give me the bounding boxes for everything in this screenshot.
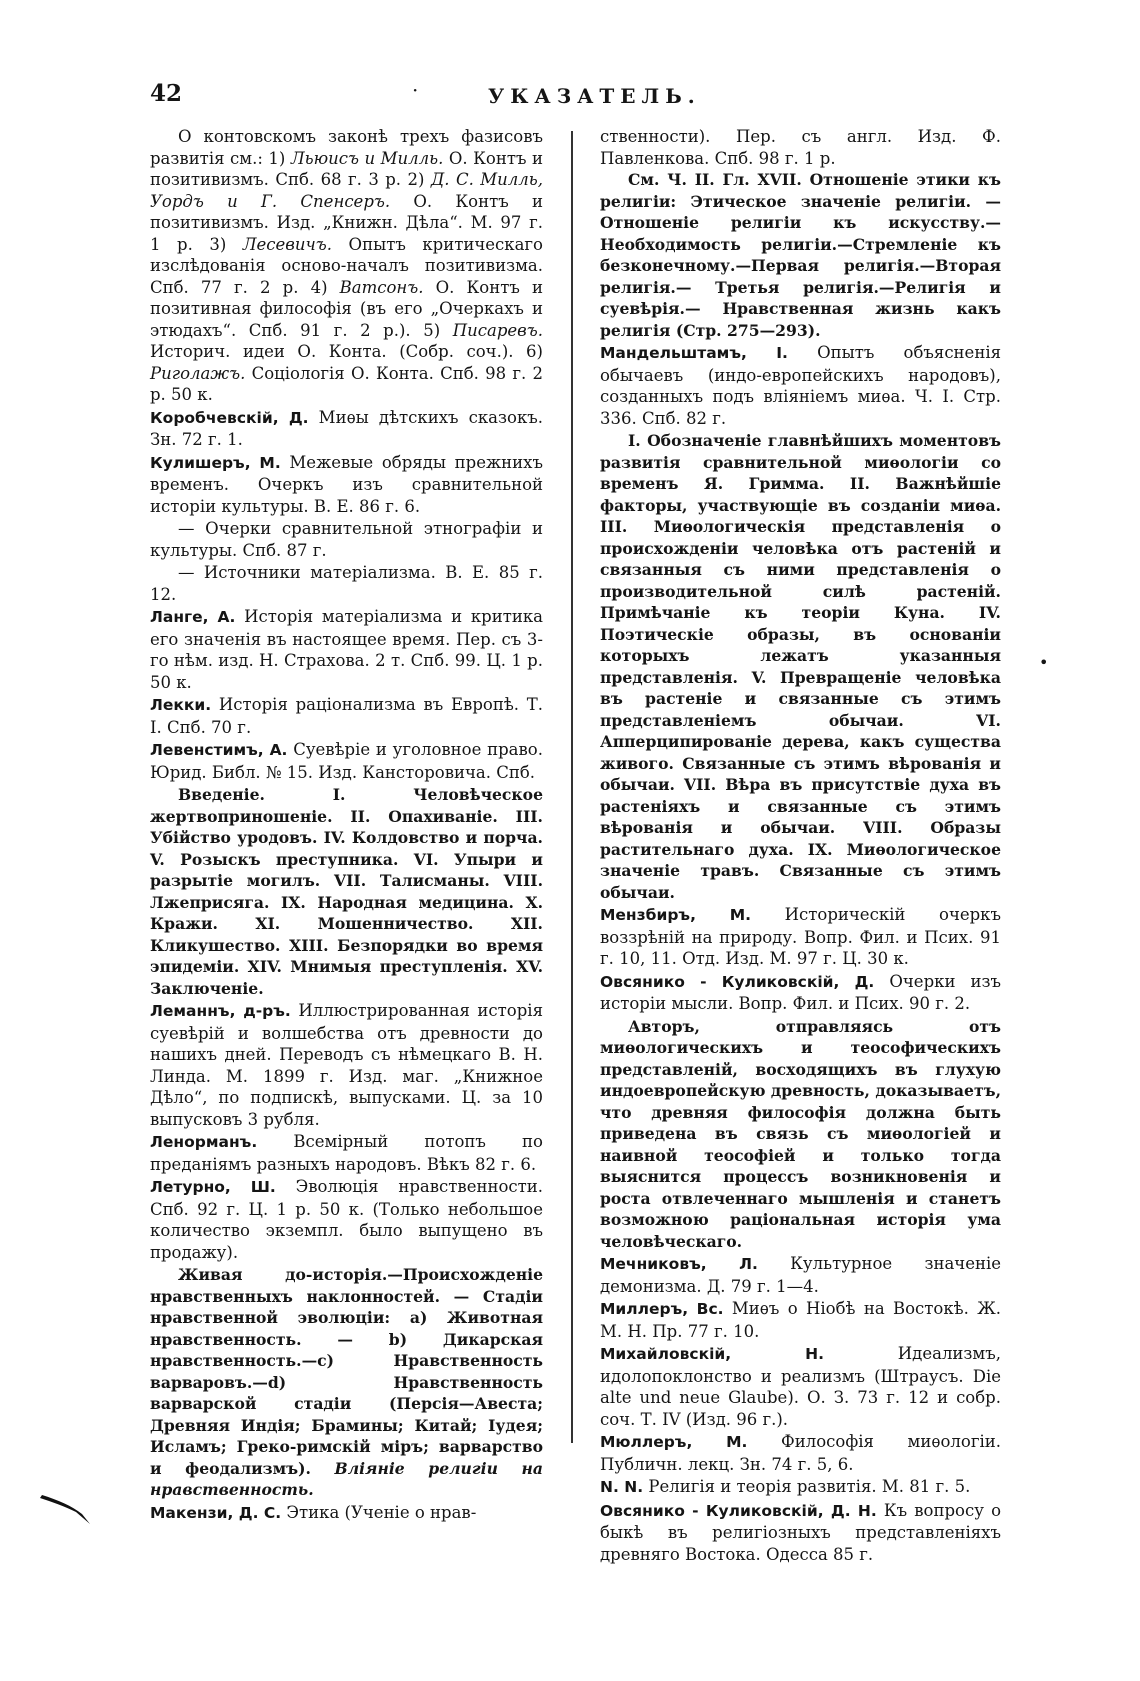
entry-mackenzie-continued: ственности). Пер. съ англ. Изд. Ф. Павленкова. Спб. 98 г. 1 р.: [600, 127, 1001, 168]
author-name: Мечниковъ, Л.: [600, 1255, 758, 1273]
author-name: Мензбиръ, М.: [600, 906, 752, 924]
right-column: [600, 126, 1001, 1566]
entry-mikhailovsky: Михайловскій, Н. Идеализмъ, идолопоклонство и реализмъ (Штраусъ. Die alte und neue Glaube). О. З. 73 г. 12 и собр. соч. Т. IV (Изд. 96 г.).: [600, 1344, 1001, 1429]
author-name: Лекки.: [150, 696, 212, 714]
entry-lenormand: Ленорманъ. Всемірный потопъ по преданіямъ разныхъ народовъ. Вѣкъ 82 г. 6.: [150, 1132, 543, 1174]
author-name: Леманнъ, д-ръ.: [150, 1002, 291, 1020]
entry-menzbir: Мензбиръ, М. Историческій очеркъ воззрѣній на природу. Вопр. Фил. и Псих. 91 г. 10, 11. Отд. Изд. М. 97 г. Ц. 30 к.: [600, 905, 1001, 968]
entry-nn: N. N. Религія и теорія развитія. М. 81 г. 5.: [600, 1477, 971, 1496]
entry-levenstim: Левенстимъ, А. Суевѣріе и уголовное право. Юрид. Библ. № 15. Изд. Кансторовича. Спб.: [150, 740, 543, 782]
running-head: УКАЗАТЕЛЬ.: [488, 84, 701, 108]
author-name: Ленорманъ.: [150, 1133, 258, 1151]
entry-comte-law: О контовскомъ законѣ трехъ фазисовъ развитія см.: 1) Льюисъ и Милль. О. Контъ и позитивизмъ. Спб. 68 г. 3 р. 2) Д. С. Милль, Уордъ и Г. Спенсеръ. О. Контъ и позитивизмъ. Изд. „Книжн. Дѣла“. М. 97 г. 1 р. 3) Лесевичъ. Опытъ критическаго изслѣдованія осново-началъ позитивизма. Спб. 77 г. 2 р. 4) Ватсонъ. О. Контъ и позитивная философія (въ его „Очеркахъ и этюдахъ“. Спб. 91 г. 2 р.). 5) Писаревъ. Историч. идеи О. Конта. (Собр. соч.). 6) Риголажъ. Соціологія О. Конта. Спб. 98 г. 2 р. 50 к.: [150, 127, 544, 404]
entry-levenstim-contents: Введеніе. I. Человѣческое жертвоприношеніе. II. Опахиваніе. III. Убійство уродовъ. IV. Колдовство и порча. V. Розыскъ преступника. VI. Упыри и разрытіе могилъ. VII. Талисманы. VIII. Лжеприсяга. IX. Народная медицина. X. Кражи. XI. Мошенничество. XII. Кликушество. XIII. Безпорядки во время эпидеміи. XIV. Мнимыя преступленія. XV. Заключеніе.: [150, 785, 543, 998]
entry-mandelshtam-contents: I. Обозначеніе главнѣйшихъ моментовъ развитія сравнительной миѳологіи со временъ Я. Гримма. II. Важнѣйшіе факторы, участвующіе въ созданіи миѳа. III. Миѳологическія представленія о происхожденіи человѣка отъ растеній и связанныя съ ними представленія о производительной силѣ растеній. Примѣчаніе къ теоріи Куна. IV. Поэтическіе образы, въ основаніи которыхъ лежатъ указанныя представленія. V. Превращеніе человѣка въ растеніе и связанные съ этимъ представленіемъ обычаи. VI. Апперципированіе дерева, какъ существа живого. Связанные съ этимъ вѣрованія и обычаи. VII. Вѣра въ присутствіе духа въ растеніяхъ и связанные съ этимъ вѣрованія и обычаи. VIII. Образы растительнаго духа. IX. Миѳологическое значеніе травъ. Связанные съ этимъ обычаи.: [600, 431, 1001, 902]
entry-kulisher-sub-1: — Очерки сравнительной этнографіи и культуры. Спб. 87 г.: [150, 519, 543, 560]
author-name: Левенстимъ, А.: [150, 741, 288, 759]
author-name: Макензи, Д. С.: [150, 1503, 282, 1522]
entry-ovsyaniko-2: Овсянико - Куликовскій, Д. Н. Къ вопросу о быкѣ въ религіозныхъ представленіяхъ древняго Востока. Одесса 85 г.: [600, 1500, 1002, 1564]
page-number: 42: [150, 80, 183, 107]
author-name: Овсянико - Куликовскій, Д. Н.: [600, 1501, 877, 1520]
entry-mackenzie: Макензи, Д. С. Этика (Ученіе о нрав-: [150, 1502, 477, 1522]
entry-lange: Ланге, А. Исторія матеріализма и критика его значенія въ настоящее время. Пер. съ 3-го нѣм. изд. Н. Страхова. 2 т. Спб. 99. Ц. 1 р. 50 к.: [150, 607, 543, 692]
entry-korobchevsky: Коробчевскій, Д. Миѳы дѣтскихъ сказокъ. Зн. 72 г. 1.: [150, 407, 543, 449]
margin-dot: •: [1039, 653, 1049, 672]
author-name: Овсянико - Куликовскій, Д.: [600, 972, 875, 991]
author-name: Ланге, А.: [150, 608, 236, 626]
author-name: Михайловскій, Н.: [600, 1345, 824, 1363]
column-divider: [571, 131, 573, 1443]
header-dot: ·: [412, 78, 419, 102]
entry-ovsyaniko-1: Овсянико - Куликовскій, Д. Очерки изъ исторіи мысли. Вопр. Фил. и Псих. 90 г. 2.: [600, 971, 1001, 1013]
entry-mandelshtam: Мандельштамъ, I. Опытъ объясненія обычаевъ (индо-европейскихъ народовъ), созданныхъ подъ вліяніемъ миѳа. Ч. I. Стр. 336. Спб. 82 г.: [600, 343, 1001, 428]
author-name: Мюллеръ, М.: [600, 1433, 748, 1451]
author-name: Летурно, Ш.: [150, 1178, 276, 1196]
entry-muller: Мюллеръ, М. Философія миѳологіи. Публичн. лекц. Зн. 74 г. 5, 6.: [600, 1432, 1001, 1474]
left-column: [150, 126, 543, 1525]
entry-letourneau: Летурно, Ш. Эволюція нравственности. Спб. 92 г. Ц. 1 р. 50 к. (Только небольшое количество экземпл. было выпущено въ продажу).: [150, 1177, 543, 1262]
entry-lecky: Лекки. Исторія раціонализма въ Европѣ. Т. I. Спб. 70 г.: [150, 695, 543, 737]
entry-letourneau-contents: Живая до-исторія.—Происхожденіе нравственныхъ наклонностей. — Стадіи нравственной эволюціи: a) Животная нравственность. — b) Дикарская нравственность.—c) Нравственность варваровъ.—d) Нравственность варварской стадіи (Персія—Авеста; Древняя Индія; Брамины; Китай; Іудея; Исламъ; Греко-римскій міръ; варварство и феодализмъ). Вліяніе религіи на нравственность.: [150, 1265, 543, 1499]
author-name: Миллеръ, Вс.: [600, 1300, 724, 1318]
entry-kulisher-sub-2: — Источники матеріализма. В. Е. 85 г. 12.: [150, 563, 543, 604]
author-name: Коробчевскій, Д.: [150, 408, 309, 427]
entry-kulisher: Кулишеръ, М. Межевые обряды прежнихъ временъ. Очеркъ изъ сравнительной исторіи культуры. В. Е. 86 г. 6.: [150, 452, 543, 516]
author-name: N. N.: [600, 1478, 644, 1496]
entry-miller: Миллеръ, Вс. Миѳъ о Ніобѣ на Востокѣ. Ж. М. Н. Пр. 77 г. 10.: [600, 1299, 1001, 1341]
entry-mechnikov: Мечниковъ, Л. Культурное значеніе демонизма. Д. 79 г. 1—4.: [600, 1254, 1001, 1296]
entry-lemann: Леманнъ, д-ръ. Иллюстрированная исторія суевѣрій и волшебства отъ древности до нашихъ дней. Переводъ съ нѣмецкаго В. Н. Линда. М. 1899 г. Изд. маг. „Книжное Дѣло“, по подпискѣ, выпусками. Ц. за 10 выпусковъ 3 рубля.: [150, 1001, 543, 1129]
author-name: Кулишеръ, М.: [150, 453, 281, 472]
entry-ovsyaniko-1-annotation: Авторъ, отправляясь отъ миѳологическихъ и теософическихъ представленій, восходящихъ въ глухую индоевропейскую древность, доказываетъ, что древняя философія должна быть приведена въ связь съ миѳологіей и наивной теософіей и только тогда выяснится процессъ возникновенія и роста отвлеченнаго мышленія и станетъ возможною раціональная исторія ума человѣческаго.: [600, 1016, 1002, 1251]
pen-stroke-mark: [38, 1492, 94, 1526]
author-name: Мандельштамъ, I.: [600, 344, 788, 362]
entry-mackenzie-contents: См. Ч. II. Гл. XVII. Отношеніе этики къ религіи: Этическое значеніе религіи. — Отношеніе религіи къ искусству.—Необходимость религіи.—Стремленіе къ безконечному.—Первая религія.—Вторая религія.— Третья религія.—Религія и суевѣрія.— Нравственная жизнь какъ религія (Стр. 275—293).: [600, 170, 1001, 340]
